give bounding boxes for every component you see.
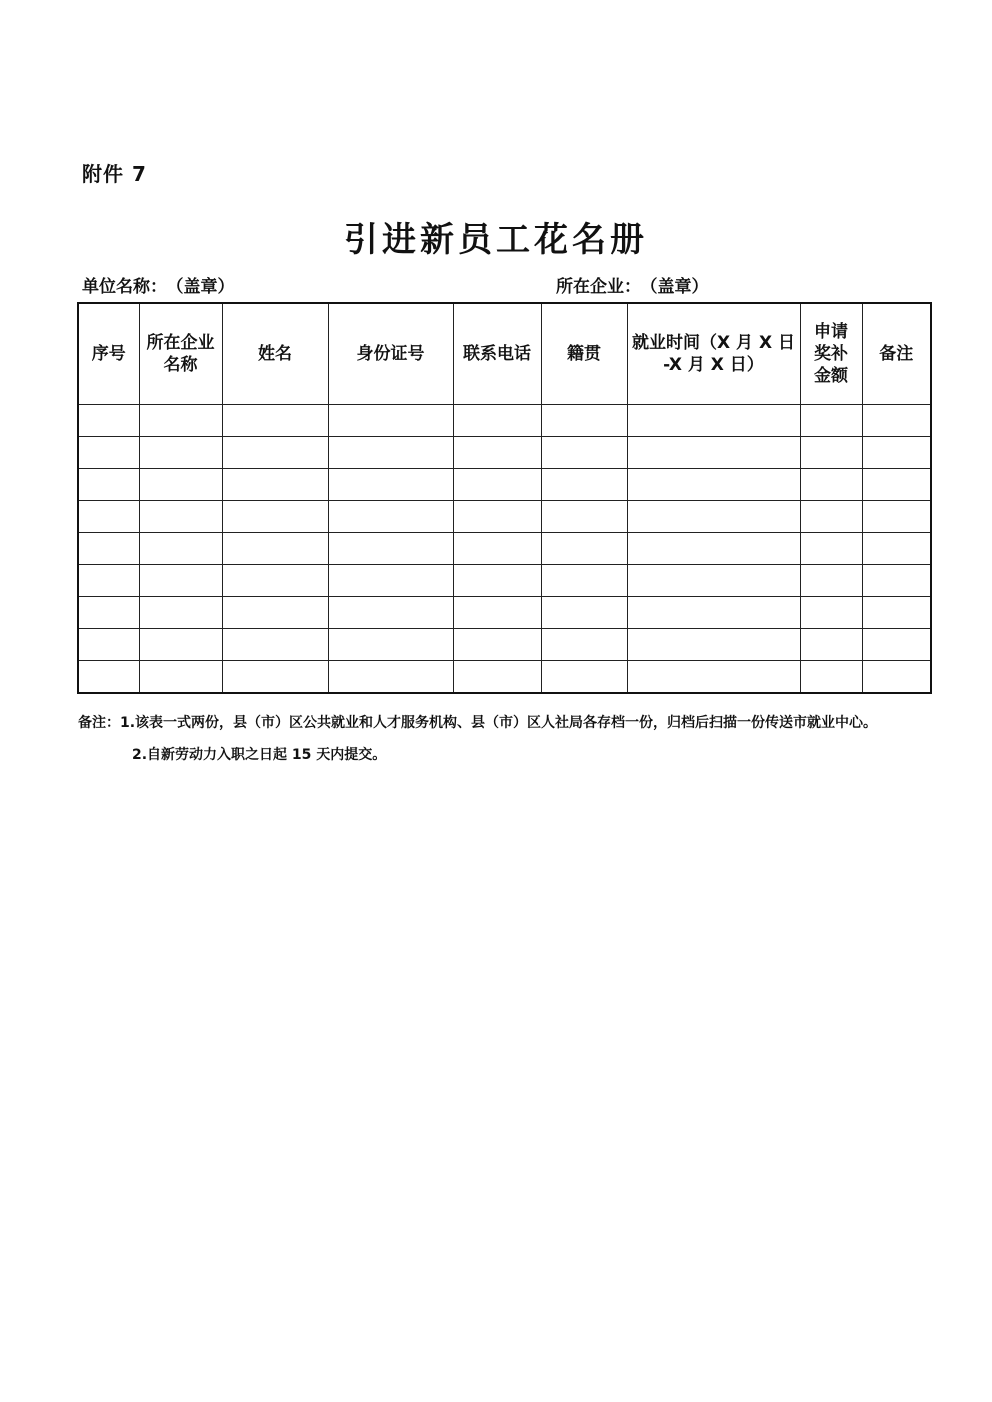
document-title: 引进新员工花名册: [344, 220, 648, 260]
table-cell: [453, 629, 541, 661]
header-subsidy-amount: 申请 奖补 金额: [800, 303, 862, 405]
table-cell: [139, 405, 222, 437]
table-row: [78, 405, 931, 437]
table-cell: [800, 597, 862, 629]
table-cell: [453, 437, 541, 469]
table-cell: [541, 437, 627, 469]
table-cell: [78, 533, 139, 565]
table-cell: [78, 501, 139, 533]
table-cell: [541, 565, 627, 597]
header-serial: 序号: [78, 303, 139, 405]
table-row: [78, 501, 931, 533]
table-cell: [78, 661, 139, 694]
table-cell: [222, 533, 328, 565]
table-cell: [800, 405, 862, 437]
table-cell: [800, 629, 862, 661]
table-cell: [328, 437, 453, 469]
header-remarks: 备注: [862, 303, 931, 405]
table-cell: [78, 597, 139, 629]
table-cell: [627, 501, 800, 533]
table-cell: [862, 501, 931, 533]
table-cell: [541, 405, 627, 437]
table-cell: [862, 533, 931, 565]
enterprise-field: [556, 272, 709, 297]
table-cell: [627, 597, 800, 629]
table-cell: [862, 437, 931, 469]
header-phone: 联系电话: [453, 303, 541, 405]
table-cell: [453, 533, 541, 565]
table-cell: [328, 565, 453, 597]
table-cell: [222, 565, 328, 597]
table-cell: [78, 469, 139, 501]
table-header-row: [78, 303, 931, 405]
table-cell: [627, 533, 800, 565]
table-cell: [139, 661, 222, 694]
unit-name-label: 单位名称：: [82, 277, 167, 297]
table-cell: [328, 533, 453, 565]
enterprise-stamp: （盖章）: [649, 277, 709, 297]
table-row: [78, 629, 931, 661]
table-cell: [453, 661, 541, 694]
table-cell: [800, 437, 862, 469]
table-row: [78, 437, 931, 469]
table-cell: [139, 533, 222, 565]
table-cell: [541, 533, 627, 565]
table-cell: [328, 501, 453, 533]
table-cell: [541, 661, 627, 694]
table-row: [78, 469, 931, 501]
enterprise-label: 所在企业：: [556, 277, 641, 297]
table-cell: [627, 405, 800, 437]
table-cell: [453, 469, 541, 501]
table-cell: [627, 469, 800, 501]
table-cell: [139, 469, 222, 501]
table-cell: [627, 661, 800, 694]
table-row: [78, 533, 931, 565]
table-cell: [541, 469, 627, 501]
table-cell: [328, 469, 453, 501]
table-row: [78, 565, 931, 597]
header-id-number: 身份证号: [328, 303, 453, 405]
table-cell: [222, 629, 328, 661]
table-cell: [78, 437, 139, 469]
note-line-1: 备注：1.该表一式两份，县（市）区公共就业和人才服务机构、县（市）区人社局各存档一份，归档后扫描一份传送市就业中心。: [78, 715, 878, 731]
table-cell: [139, 629, 222, 661]
table-cell: [862, 661, 931, 694]
table-cell: [627, 437, 800, 469]
table-cell: [800, 565, 862, 597]
table-cell: [222, 661, 328, 694]
table-row: [78, 597, 931, 629]
table-cell: [541, 501, 627, 533]
table-cell: [453, 565, 541, 597]
table-cell: [78, 565, 139, 597]
table-cell: [862, 405, 931, 437]
table-cell: [328, 629, 453, 661]
table-cell: [328, 661, 453, 694]
header-enterprise-name: 所在企业 名称: [139, 303, 222, 405]
table-cell: [627, 629, 800, 661]
note-line-2: 2.自新劳动力入职之日起 15 天内提交。: [132, 747, 387, 763]
table-cell: [453, 597, 541, 629]
table-cell: [78, 405, 139, 437]
table-cell: [541, 629, 627, 661]
table-cell: [800, 661, 862, 694]
attachment-label: 附件 7: [82, 162, 147, 186]
table-row: [78, 661, 931, 694]
unit-name-stamp: （盖章）: [175, 277, 235, 297]
header-native-place: 籍贯: [541, 303, 627, 405]
table-body: [78, 405, 931, 694]
table-cell: [328, 597, 453, 629]
table-cell: [453, 405, 541, 437]
table-cell: [800, 501, 862, 533]
table-cell: [862, 597, 931, 629]
table-cell: [222, 469, 328, 501]
unit-name-field: [82, 272, 235, 297]
table-cell: [139, 501, 222, 533]
table-cell: [139, 437, 222, 469]
notes-section: [78, 710, 928, 768]
table-cell: [862, 469, 931, 501]
table-cell: [139, 597, 222, 629]
table-cell: [862, 629, 931, 661]
table-cell: [222, 437, 328, 469]
header-employment-period: 就业时间（X 月 X 日 -X 月 X 日）: [627, 303, 800, 405]
table-cell: [453, 501, 541, 533]
table-cell: [862, 565, 931, 597]
table-cell: [627, 565, 800, 597]
table-cell: [541, 597, 627, 629]
table-cell: [222, 597, 328, 629]
roster-table: [77, 302, 932, 694]
table-cell: [800, 533, 862, 565]
header-name: 姓名: [222, 303, 328, 405]
table-cell: [222, 405, 328, 437]
table-cell: [139, 565, 222, 597]
table-cell: [328, 405, 453, 437]
table-cell: [222, 501, 328, 533]
table-cell: [800, 469, 862, 501]
table-cell: [78, 629, 139, 661]
